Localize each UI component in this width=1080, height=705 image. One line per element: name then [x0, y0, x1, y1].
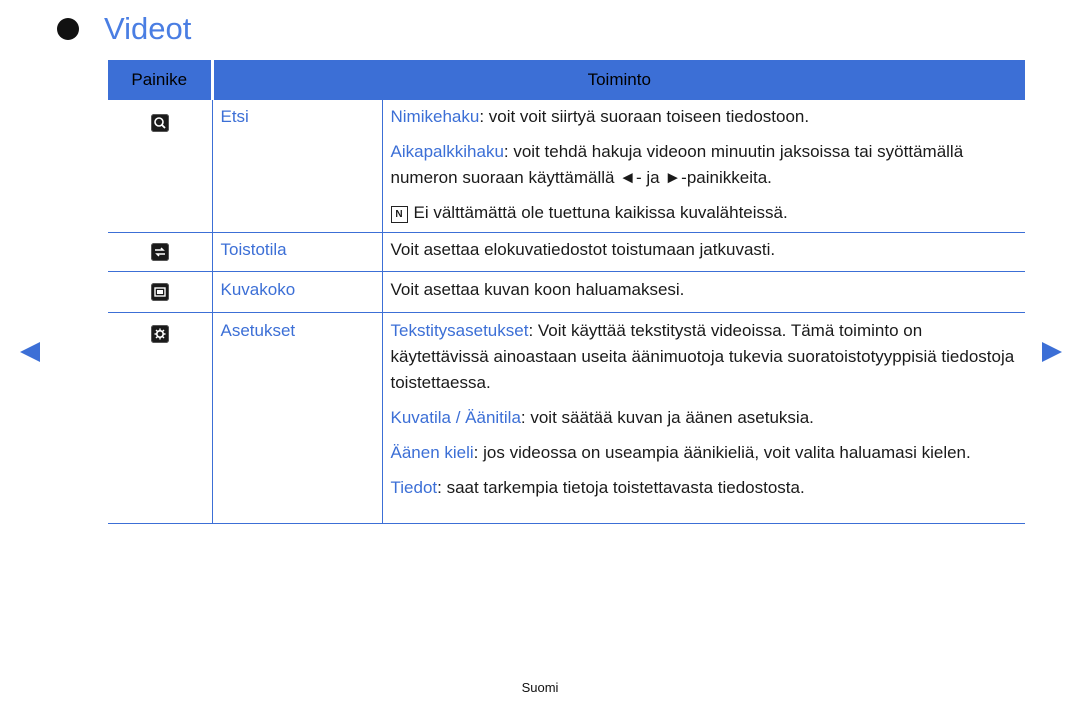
- description-paragraph: [391, 475, 1018, 507]
- term: Tiedot: [390, 478, 438, 497]
- button-name: Toistotila: [220, 240, 287, 259]
- description-paragraph: [391, 405, 1018, 431]
- next-page-icon[interactable]: [1040, 340, 1064, 364]
- description-cell: [382, 233, 1025, 272]
- settings-gear-icon: [151, 325, 169, 343]
- description-paragraph: [391, 139, 1018, 191]
- term: Aikapalkkihaku: [390, 142, 504, 161]
- description-text: Voit asettaa kuvan koon haluamaksesi.: [390, 280, 685, 299]
- note-icon: N: [391, 206, 408, 223]
- title-bullet: [57, 18, 79, 40]
- button-name-cell: [212, 313, 382, 524]
- page-title: Videot: [104, 11, 192, 46]
- button-name: Asetukset: [220, 321, 296, 340]
- search-icon: [151, 114, 169, 132]
- description-paragraph: [391, 440, 1018, 466]
- term: Nimikehaku: [390, 107, 480, 126]
- description-cell: [382, 313, 1025, 524]
- note-text: Ei välttämättä ole tuettuna kaikissa kuvalähteissä.: [413, 203, 788, 222]
- term: Kuvatila / Äänitila: [390, 408, 521, 427]
- term: Äänen kieli: [390, 443, 474, 462]
- description-text: : saat tarkempia tietoja toistettavasta tiedostosta.: [437, 478, 805, 497]
- page-footer-language: Suomi: [521, 680, 559, 695]
- description-text: : Voit käyttää tekstitystä videoissa. Tämä toiminto on käytettävissä ainoastaan useita äänimuotoja tukevia suoratoistotyyppisiä tiedostoja toistettaessa.: [390, 321, 1015, 392]
- description-paragraph: [391, 318, 1018, 396]
- description-text: : jos videossa on useampia äänikieliä, voit valita haluamasi kielen.: [473, 443, 971, 462]
- button-name: Kuvakoko: [220, 280, 296, 299]
- button-name-cell: [212, 272, 382, 313]
- description-paragraph: [391, 277, 1018, 303]
- table-header-row: [108, 60, 1025, 100]
- description-paragraph: [391, 104, 1018, 130]
- table-row: [108, 272, 1025, 313]
- button-name-cell: [212, 233, 382, 272]
- description-text: : voit tehdä hakuja videoon minuutin jaksoissa tai syöttämällä numeron suoraan käyttämällä ◄- ja ►-painikkeita.: [390, 142, 964, 187]
- icon-cell: [108, 313, 212, 524]
- picture-size-icon: [151, 283, 169, 301]
- repeat-icon: [151, 243, 169, 261]
- icon-cell: [108, 100, 212, 233]
- icon-cell: [108, 233, 212, 272]
- button-name: Etsi: [220, 107, 249, 126]
- table-row: [108, 313, 1025, 524]
- note-paragraph: [391, 200, 1018, 232]
- function-table: [108, 60, 1025, 524]
- table-row: [108, 100, 1025, 233]
- table-row: [108, 233, 1025, 272]
- header-function: Toiminto: [212, 60, 1025, 100]
- description-text: : voit voit siirtyä suoraan toiseen tiedostoon.: [479, 107, 810, 126]
- description-paragraph: [391, 237, 1018, 263]
- button-name-cell: [212, 100, 382, 233]
- term: Tekstitysasetukset: [390, 321, 529, 340]
- description-text: : voit säätää kuvan ja äänen asetuksia.: [520, 408, 814, 427]
- previous-page-icon[interactable]: [18, 340, 42, 364]
- description-cell: [382, 272, 1025, 313]
- description-cell: [382, 100, 1025, 233]
- icon-cell: [108, 272, 212, 313]
- header-button: Painike: [108, 60, 212, 100]
- description-text: Voit asettaa elokuvatiedostot toistumaan jatkuvasti.: [390, 240, 776, 259]
